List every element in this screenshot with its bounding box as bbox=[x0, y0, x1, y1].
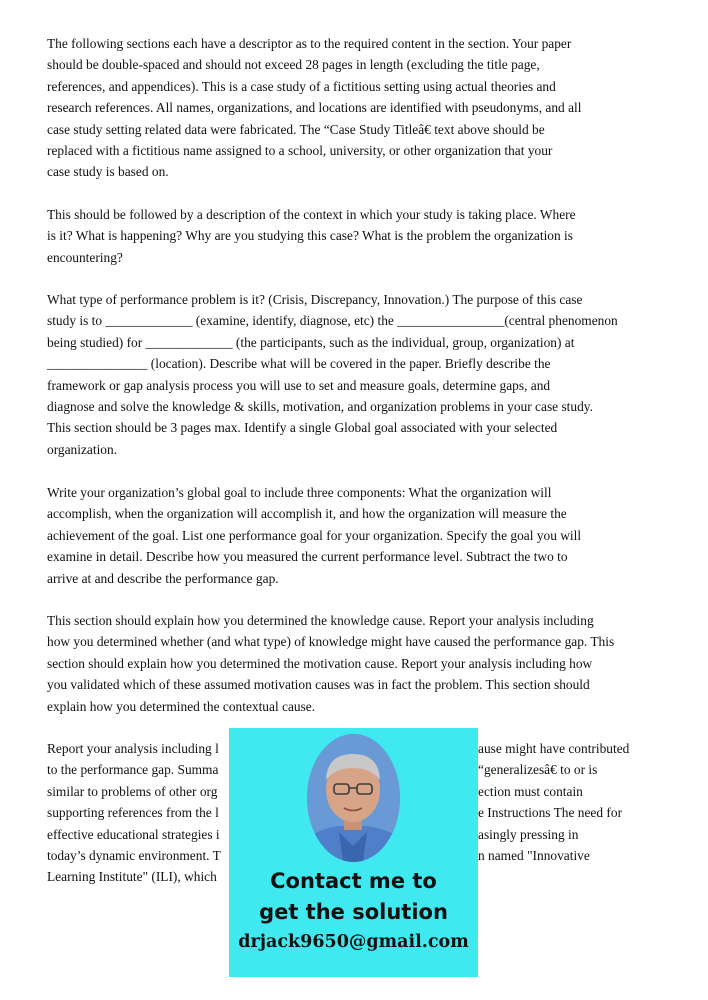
text-line: This section should explain how you determined the knowledge cause. Report your analysis including bbox=[47, 613, 594, 628]
text-line: _______________ (location). Describe what will be covered in the paper. Briefly describe the bbox=[47, 356, 551, 372]
paragraph-context bbox=[47, 204, 576, 268]
person-portrait-icon bbox=[307, 734, 400, 862]
text-line: to the performance gap. Summa bbox=[47, 762, 219, 778]
text-line: ause might have contributed bbox=[478, 741, 630, 756]
text-line: ection must contain bbox=[478, 783, 583, 799]
paragraph-report-right bbox=[478, 738, 629, 866]
text-line: asingly pressing in bbox=[478, 826, 579, 842]
text-line: “generalizesâ€ to or is bbox=[478, 762, 598, 778]
text-line: supporting references from the l bbox=[47, 805, 219, 821]
text-line: encountering? bbox=[47, 249, 123, 265]
text-line: achievement of the goal. List one performance goal for your organization. Specify the goal you will bbox=[47, 527, 582, 543]
text-line: The following sections each have a descriptor as to the required content in the section. Your paper bbox=[47, 36, 572, 51]
text-line: case study setting related data were fabricated. The “Case Study Titleâ€ text above should be bbox=[47, 121, 545, 137]
text-line: should be double-spaced and should not exceed 28 pages in length (excluding the title page, bbox=[47, 57, 540, 73]
text-line: Write your organization’s global goal to include three components: What the organization will bbox=[47, 485, 552, 500]
text-line: explain how you determined the contextual cause. bbox=[47, 698, 316, 714]
text-line: case study is based on. bbox=[47, 164, 169, 180]
text-line: study is to _____________ (examine, identify, diagnose, etc) the ________________(central phenomenon bbox=[47, 313, 618, 329]
text-line: similar to problems of other org bbox=[47, 783, 218, 799]
contact-banner[interactable] bbox=[229, 728, 478, 977]
text-line: research references. All names, organizations, and locations are identified with pseudonyms, and all bbox=[47, 100, 582, 116]
text-line: how you determined whether (and what type) of knowledge might have caused the performance gap. This bbox=[47, 634, 615, 650]
text-line: Learning Institute" (ILI), which bbox=[47, 869, 217, 885]
paragraph-causes bbox=[47, 610, 614, 717]
text-line: you validated which of these assumed motivation causes was in fact the problem. This section should bbox=[47, 677, 590, 693]
text-line: organization. bbox=[47, 441, 118, 457]
contact-headline-line1: Contact me to bbox=[270, 869, 437, 893]
paragraph-report-left bbox=[47, 738, 221, 888]
text-line: replaced with a fictitious name assigned to a school, university, or other organization that your bbox=[47, 143, 553, 159]
text-line: section should explain how you determined the motivation cause. Report your analysis including how bbox=[47, 655, 593, 671]
text-line: is it? What is happening? Why are you studying this case? What is the problem the organization is bbox=[47, 228, 573, 244]
text-line: today’s dynamic environment. T bbox=[47, 848, 221, 864]
text-line: accomplish, when the organization will accomplish it, and how the organization will measure the bbox=[47, 506, 567, 522]
text-line: e Instructions The need for bbox=[478, 805, 623, 821]
text-line: framework or gap analysis process you will use to set and measure goals, determine gaps, and bbox=[47, 377, 551, 393]
contact-headline-line2: get the solution bbox=[259, 900, 448, 924]
text-line: being studied) for _____________ (the participants, such as the individual, group, organization) at bbox=[47, 334, 575, 350]
paragraph-global-goal bbox=[47, 482, 581, 589]
text-line: diagnose and solve the knowledge & skills, motivation, and organization problems in your case study. bbox=[47, 399, 593, 415]
text-line: This should be followed by a description of the context in which your study is taking place. Where bbox=[47, 207, 576, 222]
contact-email[interactable]: drjack9650@gmail.com bbox=[238, 932, 469, 952]
text-line: effective educational strategies i bbox=[47, 826, 220, 842]
text-line: This section should be 3 pages max. Identify a single Global goal associated with your selected bbox=[47, 420, 558, 436]
text-line: arrive at and describe the performance gap. bbox=[47, 570, 279, 586]
text-line: n named "Innovative bbox=[478, 848, 590, 864]
portrait-photo bbox=[307, 734, 400, 862]
text-line: references, and appendices). This is a case study of a fictitious setting using actual theories and bbox=[47, 78, 556, 94]
text-line: Report your analysis including l bbox=[47, 741, 219, 756]
paragraph-problem-type bbox=[47, 289, 618, 460]
paragraph-intro bbox=[47, 33, 581, 183]
text-line: examine in detail. Describe how you measured the current performance level. Subtract the two to bbox=[47, 549, 568, 565]
text-line: What type of performance problem is it? (Crisis, Discrepancy, Innovation.) The purpose of this case bbox=[47, 292, 583, 307]
